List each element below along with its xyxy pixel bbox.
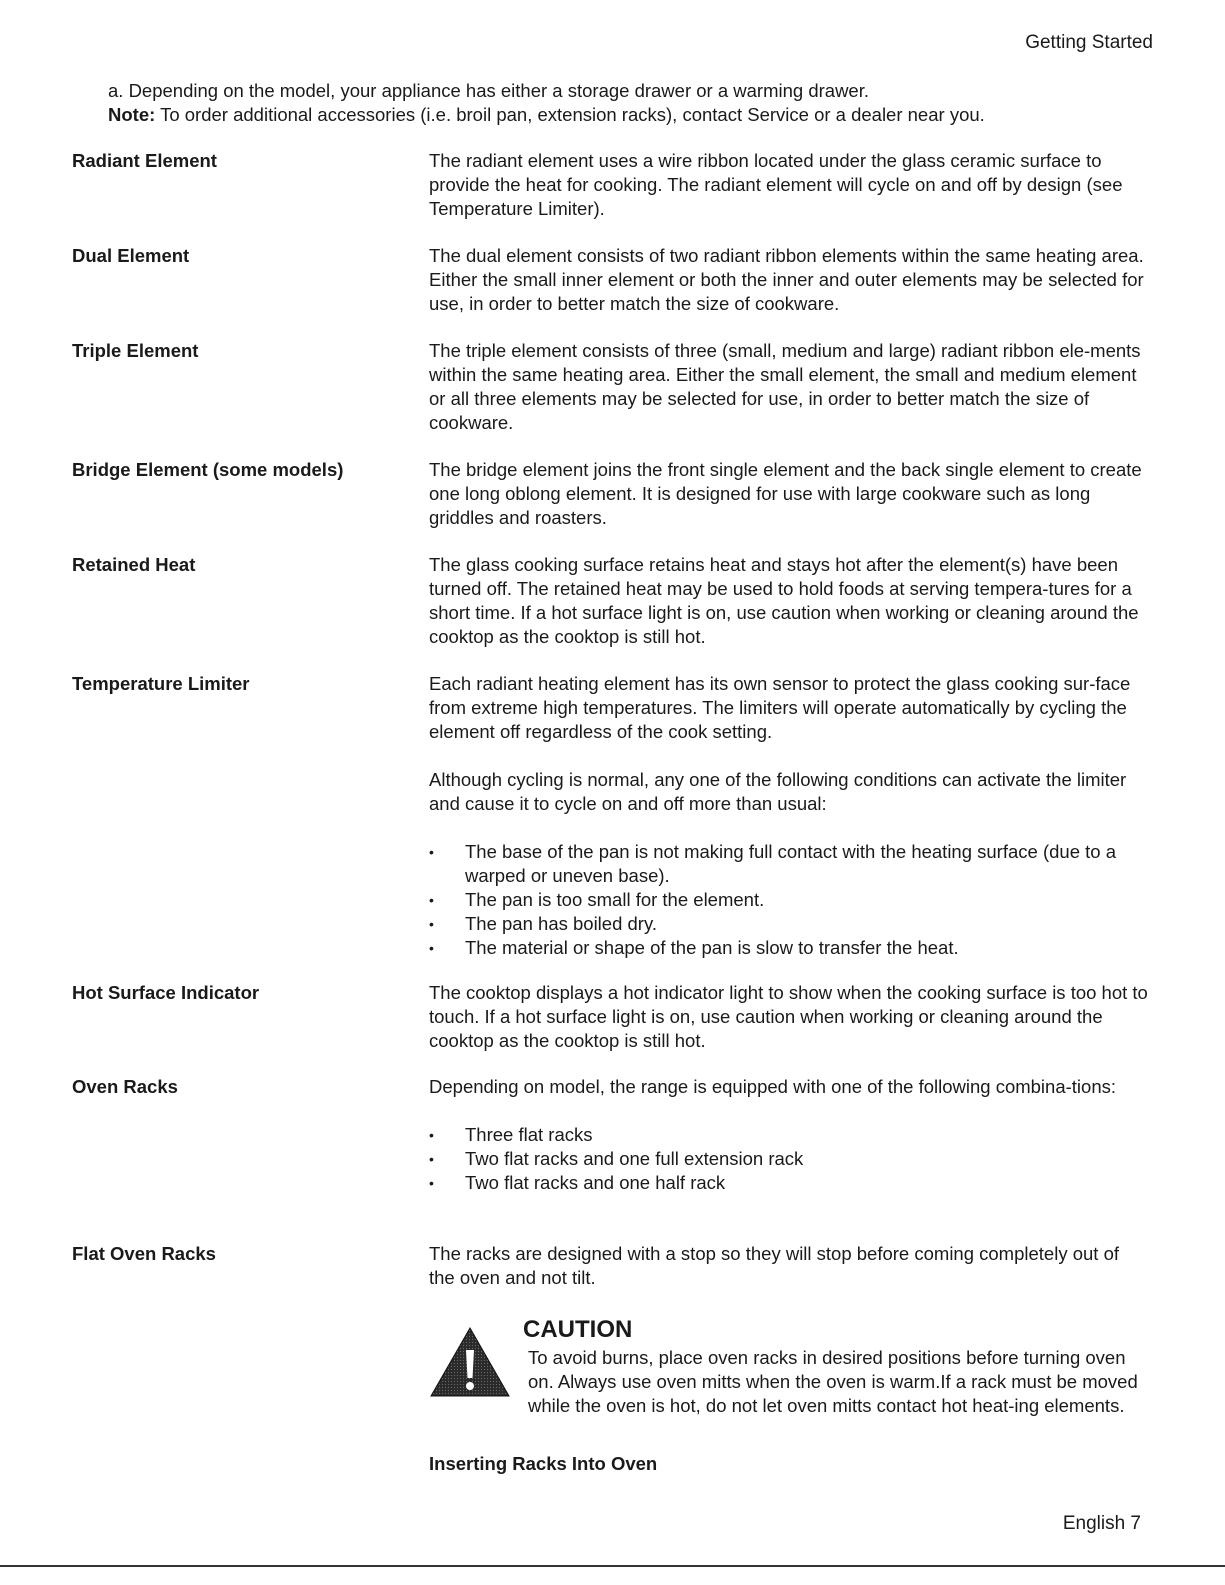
term-heading: Flat Oven Racks (72, 1243, 216, 1264)
term-heading: Hot Surface Indicator (72, 982, 260, 1003)
subheading-inserting-racks: Inserting Racks Into Oven (429, 1453, 658, 1474)
description-text: The racks are designed with a stop so they will stop before coming completely out of the oven and not tilt. (429, 1243, 1119, 1288)
description-text: The dual element consists of two radiant ribbon elements within the same heating area. Either the small inner element or both the inner and outer elements may be selected for use, in order to better match the size of cookware. (429, 245, 1144, 314)
list-item-text: Two flat racks and one full extension rack (465, 1148, 804, 1169)
note-text: To order additional accessories (i.e. broil pan, extension racks), contact Service or a dealer near you. (155, 104, 985, 125)
condition-list (429, 840, 1149, 960)
term-heading: Temperature Limiter (72, 673, 250, 694)
caution-notice (429, 1316, 1149, 1446)
intro-block (108, 79, 1158, 127)
term-description (429, 1242, 1149, 1290)
running-header: Getting Started (1025, 32, 1153, 53)
term-heading: Bridge Element (some models) (72, 459, 344, 480)
bullet-icon: • (429, 1127, 434, 1143)
list-item (429, 912, 1149, 936)
list-item-text: The base of the pan is not making full contact with the heating surface (due to a warped or uneven base). (465, 841, 1116, 886)
bullet-icon: • (429, 892, 434, 908)
description-text: The bridge element joins the front single element and the back single element to create one long oblong element. It is designed for use with large cookware such as long griddles and roasters. (429, 459, 1142, 528)
bullet-icon: • (429, 1175, 434, 1191)
term-description (429, 1075, 1149, 1195)
term-description (429, 553, 1149, 649)
caution-title: CAUTION (523, 1316, 633, 1343)
term-description (429, 981, 1149, 1053)
list-item-text: The material or shape of the pan is slow to transfer the heat. (465, 937, 959, 958)
bullet-icon: • (429, 844, 434, 860)
term-heading: Triple Element (72, 340, 199, 361)
caution-text: To avoid burns, place oven racks in desired positions before turning oven on. Always use oven mitts when the oven is warm.If a rack must be moved while the oven is hot, do not let oven mitts contact hot heat-ing elements. (528, 1347, 1138, 1416)
list-item (429, 1147, 1149, 1171)
term-heading: Radiant Element (72, 150, 217, 171)
term-heading: Dual Element (72, 245, 190, 266)
description-text: The radiant element uses a wire ribbon located under the glass ceramic surface to provide the heat for cooking. The radiant element will cycle on and off by design (see Temperature Limiter). (429, 150, 1123, 219)
term-heading: Oven Racks (72, 1076, 178, 1097)
description-text-2: Although cycling is normal, any one of the following conditions can activate the limiter and cause it to cycle on and off more than usual: (429, 769, 1127, 814)
bullet-icon: • (429, 1151, 434, 1167)
term-heading: Retained Heat (72, 554, 196, 575)
list-item-text: The pan has boiled dry. (465, 913, 657, 934)
description-text: The triple element consists of three (small, medium and large) radiant ribbon ele-ments within the same heating area. Either the small element, the small and medium element or all three elements may be selected for use, in order to better match the size of cookware. (429, 340, 1141, 433)
page-number: English 7 (1062, 1513, 1141, 1534)
list-item (429, 1171, 1149, 1195)
bottom-divider (0, 1565, 1225, 1567)
term-description (429, 149, 1149, 221)
description-text: Depending on model, the range is equipped with one of the following combina-tions: (429, 1076, 1117, 1097)
list-item (429, 1123, 1149, 1147)
rack-combination-list (429, 1123, 1149, 1195)
term-description (429, 458, 1149, 530)
note-line (108, 103, 1158, 127)
warning-triangle-icon (429, 1326, 511, 1398)
note-label: Note: (108, 104, 156, 125)
description-text: Each radiant heating element has its own sensor to protect the glass cooking sur-face from extreme high temperatures. The limiters will operate automatically by cycling the element off regardless of the cook setting. (429, 673, 1131, 742)
list-item (429, 936, 1149, 960)
bullet-icon: • (429, 916, 434, 932)
list-item (429, 888, 1149, 912)
description-text: The cooktop displays a hot indicator light to show when the cooking surface is too hot to touch. If a hot surface light is on, use caution when working or cleaning around the cooktop as the cooktop is still hot. (429, 982, 1148, 1051)
list-item-text: Three flat racks (465, 1124, 593, 1145)
list-item-text: Two flat racks and one half rack (465, 1172, 726, 1193)
intro-line: a. Depending on the model, your appliance has either a storage drawer or a warming drawer. (108, 80, 869, 101)
list-item (429, 840, 1149, 888)
term-description (429, 339, 1149, 435)
bullet-icon: • (429, 940, 434, 956)
term-description (429, 672, 1149, 960)
term-description (429, 244, 1149, 316)
list-item-text: The pan is too small for the element. (465, 889, 765, 910)
description-text: The glass cooking surface retains heat and stays hot after the element(s) have been turned off. The retained heat may be used to hold foods at serving tempera-tures for a short time. If a hot surface light is on, use caution when working or cleaning around the cooktop as the cooktop is still hot. (429, 554, 1139, 647)
